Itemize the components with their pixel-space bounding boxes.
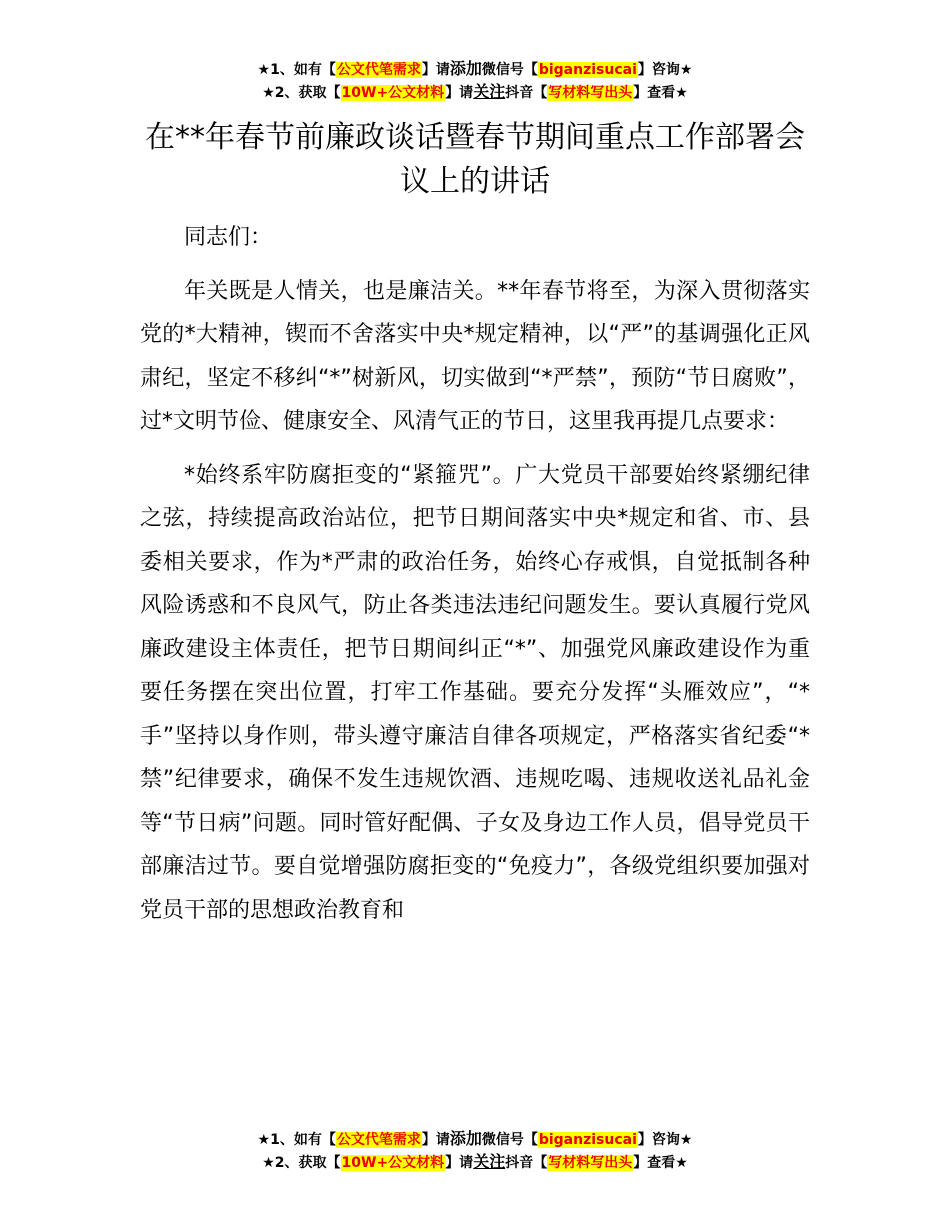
- paragraph: *始终系牢防腐拒变的“紧箍咒”。广大党员干部要始终紧绷纪律之弦，持续提高政治站位，把节日期间落实中央*规定和省、市、县委相关要求，作为*严肃的政治任务，始终心存戒惧，自觉抵制各种风险诱惑和不良风气，防止各类违法违纪问题发生。要认真履行党风廉政建设主体责任，把节日期间纠正“*”、加强党风廉政建设作为重要任务摆在突出位置，打牢工作基础。要充分发挥“头雁效应”，“*手”坚持以身作则，带头遵守廉洁自律各项规定，严格落实省纪委“*禁”纪律要求，确保不发生违规饮酒、违规吃喝、违规收送礼品礼金等“节日病”问题。同时管好配偶、子女及身边工作人员，倡导党员干部廉洁过节。要自觉增强防腐拒变的“免疫力”，各级党组织要加强对党员干部的思想政治教育和: [140, 462, 810, 923]
- banner-highlight: 写材料写出头: [548, 85, 633, 101]
- banner-highlight: biganzisucai: [538, 62, 637, 78]
- banner-text: 】查看★: [633, 85, 688, 101]
- banner-highlight: biganzisucai: [538, 1132, 637, 1148]
- banner-text: 】请: [445, 85, 474, 101]
- banner-emphasis: 添加: [449, 1129, 482, 1148]
- banner-text: 】请: [421, 1132, 450, 1148]
- banner-highlight: 10W+公文材料: [341, 85, 445, 101]
- banner-highlight: 公文代笔需求: [336, 1132, 421, 1148]
- document-title: 在**年春节前廉政谈话暨春节期间重点工作部署会议上的讲话: [145, 120, 805, 199]
- banner-emphasis: 关注: [473, 1152, 506, 1171]
- banner-text: 】查看★: [633, 1155, 688, 1171]
- salutation: 同志们：: [184, 225, 273, 250]
- banner-text: ★2、获取【: [262, 85, 341, 101]
- banner-line-2: [0, 81, 950, 104]
- banner-text: 】请: [421, 62, 450, 78]
- document-body: [140, 216, 810, 932]
- banner-highlight: 10W+公文材料: [341, 1155, 445, 1171]
- banner-emphasis: 添加: [449, 59, 482, 78]
- banner-text: 】咨询★: [637, 62, 693, 78]
- banner-text: ★2、获取【: [262, 1155, 341, 1171]
- banner-line-1: [0, 58, 950, 81]
- banner-text: 抖音【: [505, 1155, 548, 1171]
- banner-emphasis: 关注: [473, 82, 506, 101]
- banner-text: 】请: [445, 1155, 474, 1171]
- banner-text: 微信号【: [481, 1132, 538, 1148]
- banner-highlight: 写材料写出头: [548, 1155, 633, 1171]
- footer-banner: [0, 1128, 950, 1174]
- paragraph: 年关既是人情关，也是廉洁关。**年春节将至，为深入贯彻落实党的*大精神，锲而不舍落实中央*规定精神，以“严”的基调强化正风肃纪，坚定不移纠“*”树新风，切实做到“*严禁”，预防“节日腐败”，过*文明节俭、健康安全、风清气正的节日，这里我再提几点要求：: [140, 278, 810, 434]
- banner-text: ★1、如有【: [257, 1132, 336, 1148]
- header-banner: [0, 58, 950, 104]
- banner-highlight: 公文代笔需求: [336, 62, 421, 78]
- banner-text: 抖音【: [505, 85, 548, 101]
- banner-text: 微信号【: [481, 62, 538, 78]
- banner-text: ★1、如有【: [257, 62, 336, 78]
- banner-line-1: [0, 1128, 950, 1151]
- banner-text: 】咨询★: [637, 1132, 693, 1148]
- banner-line-2: [0, 1151, 950, 1174]
